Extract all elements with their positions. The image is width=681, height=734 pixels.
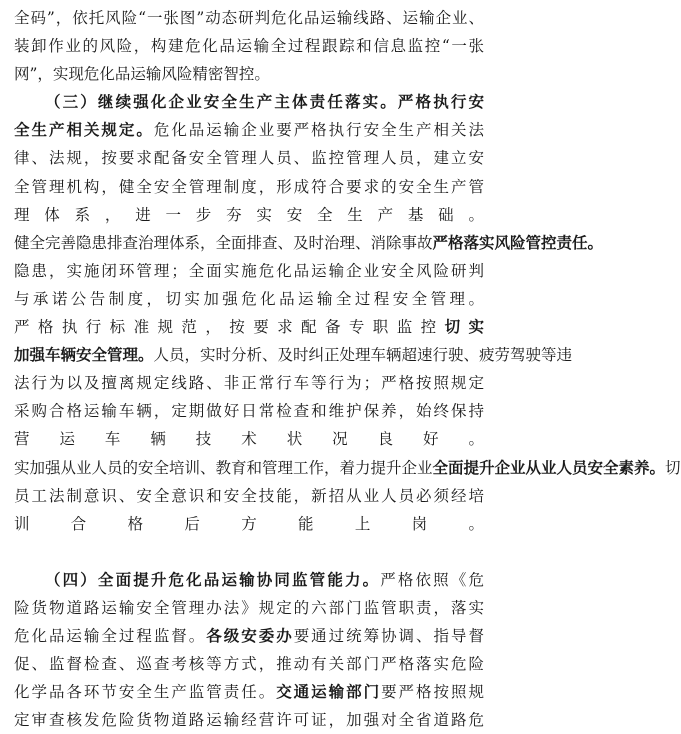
body-text: 要严格按照规 [381,683,484,702]
paragraph-2 [14,88,681,566]
document-body [14,4,681,734]
text-line [14,454,681,482]
text-line: 员工法制意识、安全意识和安全技能，新招从业人员必须经培 [14,486,484,505]
bold-text: 全面提升企业从业人员安全素养。 [432,458,666,477]
section-heading-3: （三）继续强化企业安全生产主体责任落实。 [45,93,398,112]
body-text: 健全完善隐患排查治理体系，全面排查、及时治理、消除事故 [14,233,433,252]
body-text: 危化品运输企业要严格执行安全生产相关法 [153,121,484,140]
bold-text: 加强车辆安全管理。 [14,346,154,365]
body-text: 严格执行标准规范，按要求配备专职监控 [14,318,445,337]
bold-text: 交通运输部门 [276,683,382,702]
text-line: 隐患，实施闭环管理；全面实施危化品运输企业安全风险研判 [14,261,484,280]
text-line [14,313,484,341]
text-line [14,341,573,369]
bold-text: 各级安委办 [206,627,294,646]
text-line: 险货物道路运输安全管理办法》规定的六部门监管职责，落实 [14,598,484,617]
text-line: 网”，实现危化品运输风险精密智控。 [14,65,270,84]
text-line: 与承诺公告制度，切实加强危化品运输全过程安全管理。 [14,289,484,308]
text-line [14,622,484,650]
text-line [14,566,484,594]
body-text: 要通过统筹协调、指导督 [293,627,484,646]
bold-text: 严格执行安 [397,93,484,112]
bold-text: 切实 [444,318,484,337]
bold-text: 全生产相关规定。 [14,121,154,140]
text-line: 定审查核发危险货物道路运输经营许可证，加强对全省道路危 [14,711,484,730]
text-line: 全码”，依托风险“一张图”动态研判危化品运输线路、运输企业、 [14,9,484,27]
text-line [14,116,484,144]
bold-text: 严格落实风险管控责任。 [432,233,604,252]
text-line [14,538,484,566]
text-line: 促、监督检查、巡查考核等方式，推动有关部门严格落实危险 [14,655,484,674]
paragraph-3 [14,566,484,734]
text-line: 采购合格运输车辆，定期做好日常检查和维护保养，始终保持 [14,402,484,421]
text-line [14,678,484,706]
text-line: 法行为以及擅离规定线路、非正常行车等行为；严格按照规定 [14,374,484,393]
text-line [14,229,604,257]
text-line [14,88,484,116]
text-line: 律、法规，按要求配备安全管理人员、监控管理人员，建立安 [14,149,484,168]
text-line: 全管理机构，健全安全管理制度，形成符合要求的安全生产管 [14,177,484,196]
text-line: 营运车辆技术状况良好。 [14,430,484,449]
paragraph-1 [14,4,484,88]
text-line: 装卸作业的风险，构建危化品运输全过程跟踪和信息监控“一张 [14,37,484,56]
body-text: 人员，实时分析、及时纠正处理车辆超速行驶、疲劳驾驶等违 [153,346,573,365]
body-text: 切 [665,458,681,477]
section-heading-4: （四）全面提升危化品运输协同监管能力。 [45,570,381,589]
body-text: 实加强从业人员的安全培训、教育和管理工作，着力提升企业 [14,458,433,477]
body-text: 化学品各环节安全生产监管责任。 [14,683,277,702]
body-text: 危化品运输全过程监督。 [14,627,207,646]
text-line: 理体系，进一步夯实安全生产基础。 [14,205,484,224]
body-text: 严格依照《危 [380,570,484,589]
text-line: 训合格后方能上岗。 [14,514,484,533]
